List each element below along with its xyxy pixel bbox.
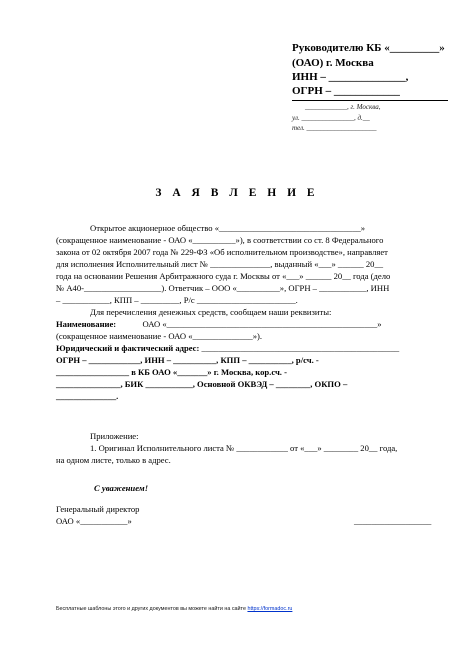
sender-city: ____________, г. Москва, — [305, 103, 381, 111]
document-title: З А Я В Л Е Н И Е — [155, 187, 319, 199]
addressee-line-1: Руководителю КБ «_________» — [292, 42, 445, 54]
footer-note — [56, 607, 292, 612]
addressee-line-2: (ОАО) г. Москва — [292, 57, 374, 69]
body-line-1: Открытое акционерное общество «_________________________________» — [90, 223, 366, 233]
requisites-reg-line: ОГРН – ____________, ИНН – __________, КПП – __________, р/сч. - — [56, 355, 319, 365]
body-line-7: – ___________, КПП – _________, Р/с _______________________. — [56, 295, 298, 305]
body-line-5: года на основании Решения Арбитражного суда г. Москвы от «___» ______ 20__ года (дело — [56, 271, 391, 281]
address-label: Юридический и фактический адрес: — [56, 343, 200, 353]
name-label: Наименование: — [56, 319, 117, 329]
addressee-line-4: ОГРН – ____________ — [292, 85, 400, 97]
requisites-codes-line: _______________, БИК ___________, Основной ОКВЭД – ________, ОКПО – — [56, 379, 348, 389]
body-line-6: № А40-__________________). Ответчик – ООО «__________», ОГРН – ___________, ИНН — [56, 283, 390, 293]
attachment-label: Приложение: — [90, 431, 139, 441]
addressee-line-3: ИНН – ______________, — [292, 71, 409, 83]
header-divider — [292, 100, 448, 101]
requisites-name-row — [56, 320, 382, 329]
body-line-4: для исполнения Исполнительный лист № ______________, выданный «___» ______ 20__ — [56, 259, 384, 269]
attachment-item-1: 1. Оригинал Исполнительного листа № ____________ от «___» ________ 20__ года, — [90, 443, 398, 453]
name-value: ОАО «_________________________________________________» — [142, 319, 382, 329]
address-value: ______________________________________________ — [201, 343, 400, 353]
signature-line: __________________ — [354, 516, 432, 526]
requisites-intro: Для перечисления денежных средств, сообщаем наши реквизиты: — [90, 307, 332, 317]
requisites-last-blank: ______________. — [56, 391, 119, 401]
attachment-item-1-cont: на одном листе, только в адрес. — [56, 455, 171, 465]
requisites-address-row — [56, 344, 399, 353]
body-line-2: (сокращенное наименование - ОАО «__________»), в соответствии со ст. 8 Федерального — [56, 235, 384, 245]
footer-text: Бесплатные шаблоны этого и других документов вы можете найти на сайте — [56, 606, 246, 612]
signatory-org: ОАО «___________» — [56, 516, 132, 526]
requisites-short-name: (сокращенное наименование - ОАО «______________»). — [56, 331, 263, 341]
signatory-position: Генеральный директор — [56, 504, 140, 514]
requisites-bank-line: _________________ в КБ ОАО «_______» г. Москва, кор.сч. - — [56, 367, 287, 377]
closing-phrase: С уважением! — [94, 483, 149, 493]
body-line-3: закона от 02 октября 2007 года № 229-ФЗ «Об исполнительном производстве», направляет — [56, 247, 388, 257]
footer-link[interactable]: https://formadoc.ru — [247, 606, 293, 612]
sender-phone: тел. ____________________ — [292, 124, 377, 132]
sender-street: ул. _______________, д.__ — [292, 114, 370, 122]
